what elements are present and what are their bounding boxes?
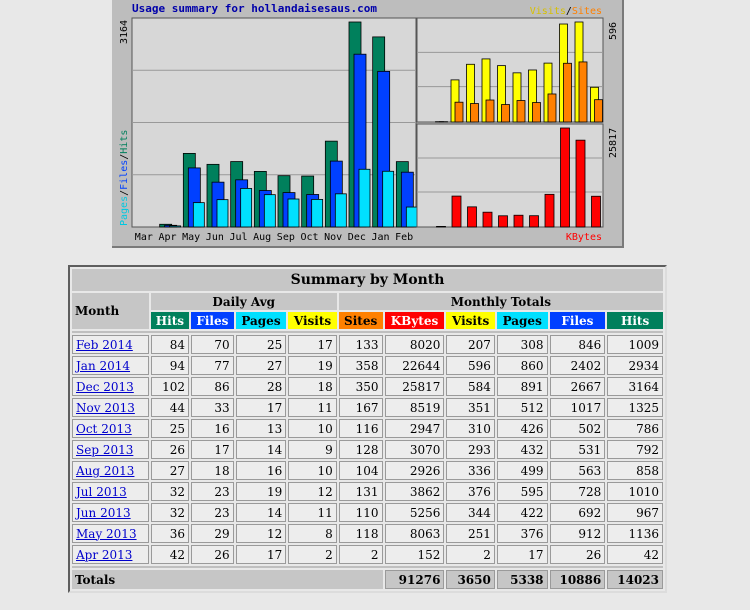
table-row bbox=[72, 440, 663, 459]
monthly-value: 1010 bbox=[607, 482, 663, 501]
monthly-value: 308 bbox=[497, 335, 548, 354]
pages-bar bbox=[170, 226, 181, 227]
monthly-value: 3862 bbox=[385, 482, 445, 501]
monthly-value: 596 bbox=[446, 356, 494, 375]
monthly-value: 2667 bbox=[550, 377, 606, 396]
daily-col-header: Visits bbox=[288, 312, 336, 329]
daily-value: 16 bbox=[236, 461, 287, 480]
summary-by-month-table bbox=[68, 265, 667, 593]
monthly-col-header: Sites bbox=[339, 312, 383, 329]
monthly-value: 116 bbox=[339, 419, 383, 438]
month-header: Month bbox=[72, 293, 149, 329]
table-title: Summary by Month bbox=[72, 269, 663, 291]
scale-left-max: 3164 bbox=[119, 19, 130, 44]
daily-value: 32 bbox=[151, 503, 189, 522]
table-row bbox=[72, 356, 663, 375]
month-link[interactable]: May 2013 bbox=[76, 526, 137, 541]
kbytes-bar bbox=[483, 212, 492, 227]
monthly-value: 42 bbox=[607, 545, 663, 564]
monthly-value: 860 bbox=[497, 356, 548, 375]
pages-bar bbox=[241, 188, 252, 227]
monthly-col-header: KBytes bbox=[385, 312, 445, 329]
month-link[interactable]: Nov 2013 bbox=[76, 400, 135, 415]
sites-bar bbox=[533, 103, 541, 122]
month-tick-label: Jun bbox=[205, 232, 224, 243]
table-row bbox=[72, 377, 663, 396]
pages-bar bbox=[359, 169, 370, 227]
monthly-value: 25817 bbox=[385, 377, 445, 396]
monthly-value: 967 bbox=[607, 503, 663, 522]
sites-bar bbox=[455, 102, 463, 122]
monthly-value: 104 bbox=[339, 461, 383, 480]
daily-value: 27 bbox=[236, 356, 287, 375]
daily-value: 77 bbox=[191, 356, 234, 375]
month-link[interactable]: Jun 2013 bbox=[76, 505, 131, 520]
monthly-value: 5256 bbox=[385, 503, 445, 522]
monthly-value: 2947 bbox=[385, 419, 445, 438]
monthly-value: 858 bbox=[607, 461, 663, 480]
table-row bbox=[72, 398, 663, 417]
totals-value: 5338 bbox=[497, 570, 548, 589]
monthly-value: 152 bbox=[385, 545, 445, 564]
monthly-value: 22644 bbox=[385, 356, 445, 375]
table-row bbox=[72, 503, 663, 522]
month-link[interactable]: Jul 2013 bbox=[76, 484, 127, 499]
monthly-value: 2 bbox=[446, 545, 494, 564]
monthly-value: 1325 bbox=[607, 398, 663, 417]
monthly-value: 728 bbox=[550, 482, 606, 501]
scale-right-top: 596 bbox=[608, 21, 619, 40]
kbytes-bar bbox=[530, 216, 539, 227]
monthly-value: 118 bbox=[339, 524, 383, 543]
month-link[interactable]: Apr 2013 bbox=[76, 547, 133, 562]
monthly-value: 846 bbox=[550, 335, 606, 354]
daily-value: 29 bbox=[191, 524, 234, 543]
month-link[interactable]: Dec 2013 bbox=[76, 379, 134, 394]
monthly-value: 110 bbox=[339, 503, 383, 522]
month-link[interactable]: Jan 2014 bbox=[76, 358, 131, 373]
pages-bar bbox=[312, 199, 323, 227]
kbytes-bar bbox=[592, 196, 601, 227]
monthly-value: 499 bbox=[497, 461, 548, 480]
monthly-value: 8063 bbox=[385, 524, 445, 543]
table-row bbox=[72, 524, 663, 543]
month-tick-label: Jan bbox=[371, 232, 390, 243]
daily-value: 11 bbox=[288, 398, 336, 417]
daily-value: 94 bbox=[151, 356, 189, 375]
month-link[interactable]: Aug 2013 bbox=[76, 463, 135, 478]
daily-value: 25 bbox=[151, 419, 189, 438]
pages-bar bbox=[193, 203, 204, 227]
daily-value: 18 bbox=[191, 461, 234, 480]
table-row bbox=[72, 545, 663, 564]
pages-bar bbox=[217, 200, 228, 227]
month-cell bbox=[72, 335, 149, 354]
monthly-value: 792 bbox=[607, 440, 663, 459]
daily-value: 19 bbox=[236, 482, 287, 501]
kbytes-bar bbox=[561, 128, 570, 227]
month-cell bbox=[72, 419, 149, 438]
monthly-value: 8519 bbox=[385, 398, 445, 417]
daily-value: 23 bbox=[191, 482, 234, 501]
month-tick-label: Nov bbox=[324, 232, 343, 243]
kbytes-bar bbox=[437, 226, 446, 227]
daily-avg-header: Daily Avg bbox=[151, 293, 337, 310]
daily-value: 13 bbox=[236, 419, 287, 438]
month-cell bbox=[72, 482, 149, 501]
monthly-value: 344 bbox=[446, 503, 494, 522]
kbytes-bar bbox=[499, 216, 508, 227]
kbytes-panel bbox=[417, 124, 603, 227]
monthly-value: 351 bbox=[446, 398, 494, 417]
month-cell bbox=[72, 503, 149, 522]
monthly-value: 563 bbox=[550, 461, 606, 480]
month-cell bbox=[72, 398, 149, 417]
monthly-value: 2402 bbox=[550, 356, 606, 375]
pages-bar bbox=[383, 171, 394, 227]
separator bbox=[72, 331, 663, 333]
totals-label: Totals bbox=[72, 570, 383, 589]
monthly-value: 2934 bbox=[607, 356, 663, 375]
daily-value: 27 bbox=[151, 461, 189, 480]
monthly-value: 512 bbox=[497, 398, 548, 417]
pages-bar bbox=[288, 199, 299, 227]
daily-col-header: Hits bbox=[151, 312, 189, 329]
daily-col-header: Pages bbox=[236, 312, 287, 329]
legend-kbytes: KBytes bbox=[565, 232, 602, 243]
monthly-value: 131 bbox=[339, 482, 383, 501]
daily-value: 18 bbox=[288, 377, 336, 396]
daily-value: 16 bbox=[191, 419, 234, 438]
monthly-value: 2 bbox=[339, 545, 383, 564]
daily-value: 36 bbox=[151, 524, 189, 543]
month-link[interactable]: Sep 2013 bbox=[76, 442, 134, 457]
daily-value: 26 bbox=[191, 545, 234, 564]
daily-value: 17 bbox=[236, 545, 287, 564]
daily-value: 44 bbox=[151, 398, 189, 417]
monthly-value: 358 bbox=[339, 356, 383, 375]
daily-value: 14 bbox=[236, 440, 287, 459]
daily-value: 28 bbox=[236, 377, 287, 396]
monthly-col-header: Visits bbox=[446, 312, 494, 329]
table-row bbox=[72, 461, 663, 480]
totals-value: 14023 bbox=[607, 570, 663, 589]
monthly-value: 376 bbox=[497, 524, 548, 543]
monthly-value: 8020 bbox=[385, 335, 445, 354]
daily-value: 84 bbox=[151, 335, 189, 354]
legend-pages-files-hits: Pages/Files/Hits bbox=[119, 129, 130, 226]
kbytes-bar bbox=[545, 194, 554, 227]
monthly-value: 692 bbox=[550, 503, 606, 522]
monthly-col-header: Pages bbox=[497, 312, 548, 329]
monthly-col-header: Files bbox=[550, 312, 606, 329]
monthly-value: 17 bbox=[497, 545, 548, 564]
monthly-value: 1017 bbox=[550, 398, 606, 417]
month-cell bbox=[72, 524, 149, 543]
monthly-value: 1009 bbox=[607, 335, 663, 354]
month-link[interactable]: Oct 2013 bbox=[76, 421, 132, 436]
daily-value: 11 bbox=[288, 503, 336, 522]
monthly-value: 2926 bbox=[385, 461, 445, 480]
kbytes-bar bbox=[468, 207, 477, 227]
month-cell bbox=[72, 461, 149, 480]
pages-bar bbox=[264, 195, 275, 227]
daily-value: 70 bbox=[191, 335, 234, 354]
column-header-row bbox=[72, 312, 663, 329]
table-row bbox=[72, 482, 663, 501]
month-cell bbox=[72, 440, 149, 459]
daily-value: 17 bbox=[288, 335, 336, 354]
month-cell bbox=[72, 545, 149, 564]
kbytes-bar bbox=[514, 215, 523, 227]
monthly-value: 584 bbox=[446, 377, 494, 396]
daily-value: 102 bbox=[151, 377, 189, 396]
monthly-totals-header: Monthly Totals bbox=[339, 293, 663, 310]
monthly-value: 426 bbox=[497, 419, 548, 438]
table-row bbox=[72, 335, 663, 354]
totals-value: 91276 bbox=[385, 570, 445, 589]
daily-value: 12 bbox=[236, 524, 287, 543]
monthly-value: 128 bbox=[339, 440, 383, 459]
daily-value: 19 bbox=[288, 356, 336, 375]
monthly-value: 595 bbox=[497, 482, 548, 501]
daily-value: 42 bbox=[151, 545, 189, 564]
monthly-value: 3164 bbox=[607, 377, 663, 396]
daily-value: 33 bbox=[191, 398, 234, 417]
kbytes-bar bbox=[452, 196, 461, 227]
monthly-value: 422 bbox=[497, 503, 548, 522]
monthly-value: 167 bbox=[339, 398, 383, 417]
daily-value: 17 bbox=[191, 440, 234, 459]
month-tick-label: Feb bbox=[395, 232, 414, 243]
daily-value: 14 bbox=[236, 503, 287, 522]
daily-value: 10 bbox=[288, 419, 336, 438]
legend-visits-sites: Visits/Sites bbox=[529, 6, 602, 17]
month-tick-label: Oct bbox=[300, 232, 319, 243]
daily-value: 32 bbox=[151, 482, 189, 501]
usage-chart-svg bbox=[112, 0, 624, 248]
monthly-value: 502 bbox=[550, 419, 606, 438]
monthly-value: 293 bbox=[446, 440, 494, 459]
monthly-value: 432 bbox=[497, 440, 548, 459]
monthly-value: 891 bbox=[497, 377, 548, 396]
monthly-value: 1136 bbox=[607, 524, 663, 543]
daily-value: 8 bbox=[288, 524, 336, 543]
monthly-value: 251 bbox=[446, 524, 494, 543]
sites-bar bbox=[517, 101, 525, 122]
daily-value: 86 bbox=[191, 377, 234, 396]
month-tick-label: Aug bbox=[253, 232, 272, 243]
scale-right-bottom: 25817 bbox=[608, 127, 619, 158]
pages-bar bbox=[406, 207, 417, 227]
month-tick-label: Dec bbox=[347, 232, 366, 243]
daily-value: 2 bbox=[288, 545, 336, 564]
monthly-value: 26 bbox=[550, 545, 606, 564]
usage-graph bbox=[112, 0, 624, 248]
monthly-col-header: Hits bbox=[607, 312, 663, 329]
graph-title: Usage summary for hollandaisesaus.com bbox=[132, 2, 378, 15]
monthly-value: 350 bbox=[339, 377, 383, 396]
totals-row bbox=[72, 570, 663, 589]
monthly-value: 3070 bbox=[385, 440, 445, 459]
daily-value: 26 bbox=[151, 440, 189, 459]
monthly-value: 336 bbox=[446, 461, 494, 480]
sites-bar bbox=[579, 62, 587, 122]
daily-value: 10 bbox=[288, 461, 336, 480]
table-row bbox=[72, 419, 663, 438]
totals-value: 10886 bbox=[550, 570, 606, 589]
month-cell bbox=[72, 356, 149, 375]
daily-col-header: Files bbox=[191, 312, 234, 329]
daily-value: 12 bbox=[288, 482, 336, 501]
month-cell bbox=[72, 377, 149, 396]
sites-bar bbox=[548, 94, 556, 122]
month-tick-label: Sep bbox=[276, 232, 295, 243]
sites-bar bbox=[595, 100, 603, 122]
monthly-value: 786 bbox=[607, 419, 663, 438]
month-tick-label: Mar bbox=[134, 232, 153, 243]
month-link[interactable]: Feb 2014 bbox=[76, 337, 133, 352]
monthly-value: 310 bbox=[446, 419, 494, 438]
monthly-value: 133 bbox=[339, 335, 383, 354]
pages-bar bbox=[335, 194, 346, 227]
sites-bar bbox=[564, 63, 572, 122]
daily-value: 25 bbox=[236, 335, 287, 354]
sites-bar bbox=[486, 100, 494, 122]
totals-value: 3650 bbox=[446, 570, 494, 589]
daily-value: 9 bbox=[288, 440, 336, 459]
monthly-value: 207 bbox=[446, 335, 494, 354]
sites-bar bbox=[502, 105, 510, 122]
separator bbox=[72, 566, 663, 568]
monthly-value: 531 bbox=[550, 440, 606, 459]
month-tick-label: Apr bbox=[158, 232, 177, 243]
kbytes-bar bbox=[576, 140, 585, 227]
sites-bar bbox=[471, 104, 479, 122]
daily-value: 23 bbox=[191, 503, 234, 522]
monthly-value: 912 bbox=[550, 524, 606, 543]
daily-value: 17 bbox=[236, 398, 287, 417]
month-tick-label: May bbox=[182, 232, 201, 243]
month-tick-label: Jul bbox=[229, 232, 248, 243]
monthly-value: 376 bbox=[446, 482, 494, 501]
